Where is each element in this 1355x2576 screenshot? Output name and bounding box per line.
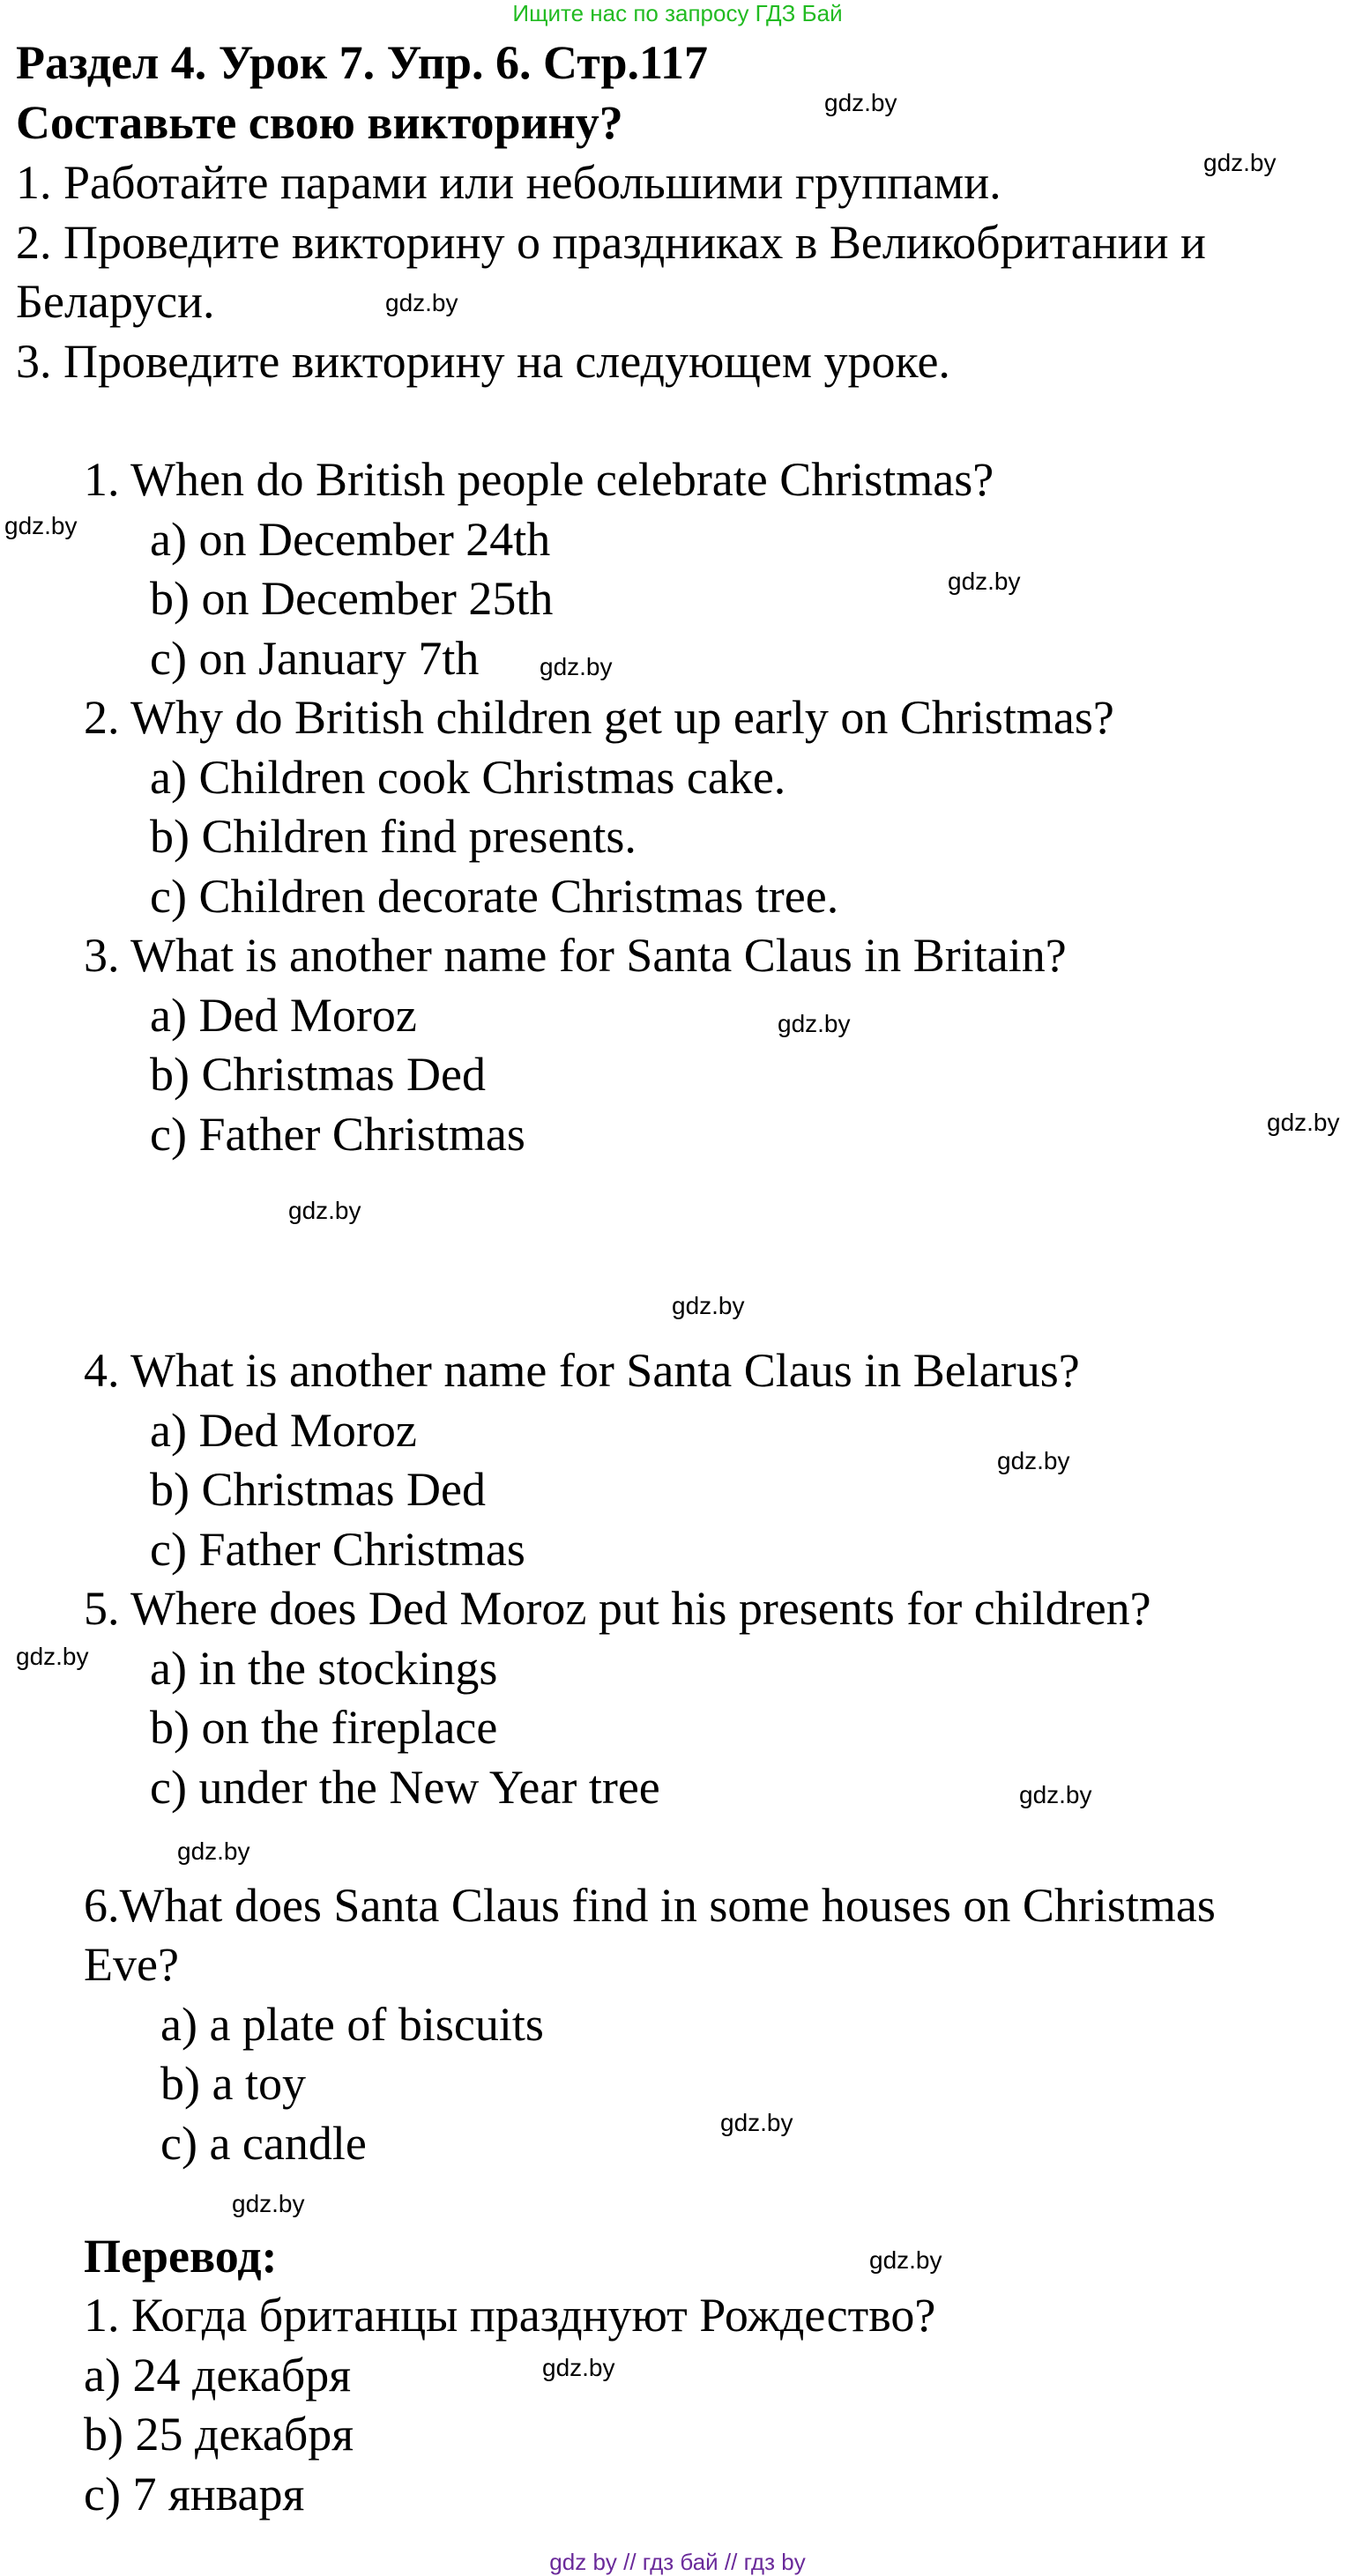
quiz-option: b) a toy	[160, 2057, 306, 2110]
watermark: gdz.by	[542, 2354, 615, 2381]
watermark: gdz.by	[385, 289, 458, 316]
quiz-question: 6.What does Santa Claus find in some houses on Christmas	[84, 1879, 1216, 1932]
quiz-option: a) in the stockings	[150, 1642, 498, 1695]
quiz-option: c) under the New Year tree	[150, 1761, 660, 1814]
top-banner-link[interactable]: Ищите нас по запросу ГДЗ Бай	[512, 0, 843, 26]
watermark: gdz.by	[1019, 1781, 1092, 1808]
watermark: gdz.by	[869, 2246, 942, 2274]
instruction-line: 3. Проведите викторину на следующем уроке.	[16, 335, 950, 388]
watermark: gdz.by	[720, 2109, 793, 2136]
watermark: gdz.by	[824, 89, 897, 116]
translation-option: c) 7 января	[84, 2468, 305, 2520]
watermark: gdz.by	[997, 1447, 1070, 1474]
quiz-option: c) a candle	[160, 2117, 367, 2170]
quiz-question: 2. Why do British children get up early on Christmas?	[84, 691, 1114, 744]
instruction-line: 2. Проведите викторину о праздниках в Великобритании и	[16, 216, 1206, 269]
quiz-question-continuation: Eve?	[84, 1938, 179, 1991]
watermark: gdz.by	[4, 512, 78, 539]
footer-links[interactable]: gdz by // гдз бай // гдз by	[549, 2549, 806, 2575]
translation-heading: Перевод:	[84, 2230, 278, 2283]
instruction-line: Беларуси.	[16, 275, 215, 328]
quiz-option: b) Christmas Ded	[150, 1463, 486, 1516]
quiz-option: c) Father Christmas	[150, 1523, 525, 1576]
page-subtitle: Составьте свою викторину?	[16, 96, 623, 149]
quiz-option: b) on December 25th	[150, 572, 554, 625]
quiz-option: c) Children decorate Christmas tree.	[150, 870, 839, 923]
watermark: gdz.by	[16, 1643, 89, 1670]
translation-question: 1. Когда британцы празднуют Рождество?	[84, 2289, 936, 2342]
quiz-option: a) Ded Moroz	[150, 1404, 417, 1457]
watermark: gdz.by	[232, 2190, 305, 2217]
quiz-option: b) Children find presents.	[150, 810, 637, 863]
quiz-option: b) on the fireplace	[150, 1701, 498, 1754]
quiz-question: 4. What is another name for Santa Claus in Belarus?	[84, 1344, 1080, 1397]
translation-option: а) 24 декабря	[84, 2349, 352, 2402]
instruction-line: 1. Работайте парами или небольшими группами.	[16, 156, 1001, 209]
watermark: gdz.by	[540, 653, 613, 680]
watermark: gdz.by	[1203, 149, 1277, 176]
watermark: gdz.by	[177, 1837, 250, 1865]
quiz-question: 3. What is another name for Santa Claus in Britain?	[84, 929, 1067, 982]
quiz-option: a) a plate of biscuits	[160, 1998, 544, 2051]
watermark: gdz.by	[778, 1010, 851, 1037]
watermark: gdz.by	[672, 1292, 745, 1319]
translation-option: b) 25 декабря	[84, 2408, 354, 2461]
watermark: gdz.by	[288, 1197, 361, 1224]
watermark: gdz.by	[948, 568, 1021, 595]
quiz-question: 5. Where does Ded Moroz put his presents for children?	[84, 1582, 1151, 1635]
quiz-option: a) Children cook Christmas cake.	[150, 751, 786, 804]
quiz-option: a) Ded Moroz	[150, 989, 417, 1042]
quiz-option: c) Father Christmas	[150, 1108, 525, 1161]
quiz-option: c) on January 7th	[150, 632, 480, 685]
quiz-option: b) Christmas Ded	[150, 1048, 486, 1101]
quiz-option: a) on December 24th	[150, 513, 551, 566]
page-title: Раздел 4. Урок 7. Упр. 6. Стр.117	[16, 36, 709, 89]
quiz-question: 1. When do British people celebrate Christmas?	[84, 453, 994, 506]
watermark: gdz.by	[1267, 1109, 1340, 1136]
